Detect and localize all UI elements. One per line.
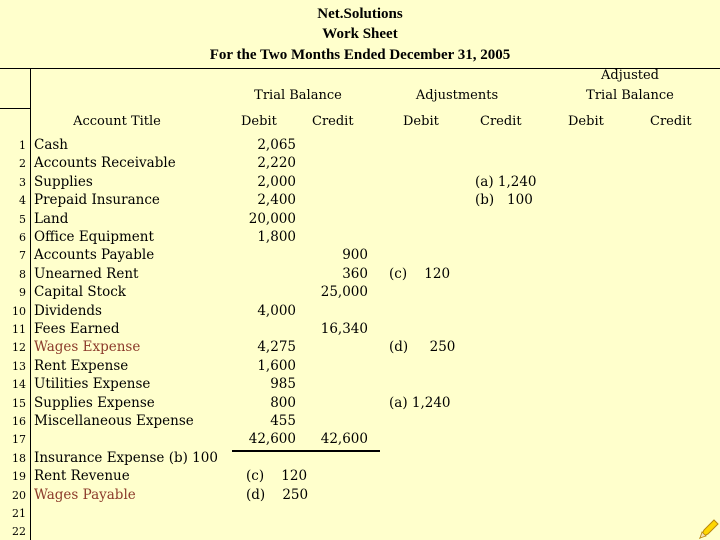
row-number: 9 xyxy=(19,286,26,300)
tb-debit-value: 42,600 xyxy=(248,431,296,448)
account-title: Accounts Receivable xyxy=(34,155,176,172)
account-title: Insurance Expense (b) 100 xyxy=(34,449,218,466)
account-title: Land xyxy=(34,210,69,227)
tb-debit-value: 4,275 xyxy=(257,339,296,356)
row-number: 17 xyxy=(12,433,26,447)
row-number: 7 xyxy=(19,249,26,263)
row-number: 18 xyxy=(12,451,26,465)
adj-credit-header: Credit xyxy=(480,114,522,129)
account-title: Prepaid Insurance xyxy=(34,192,160,209)
account-title: Supplies Expense xyxy=(34,394,155,411)
adjusted-header-line1: Adjusted xyxy=(600,68,660,83)
adj-credit-value: (a) 1,240 xyxy=(475,173,537,190)
row-number: 2 xyxy=(19,157,26,171)
account-title: Unearned Rent xyxy=(34,265,139,282)
account-title: Dividends xyxy=(34,302,102,319)
pencil-icon xyxy=(698,518,720,540)
account-title: Utilities Expense xyxy=(34,376,151,393)
tb-debit-value: 4,000 xyxy=(257,302,296,319)
rownum-header-rule xyxy=(0,108,30,109)
account-title-header: Account Title xyxy=(73,114,161,129)
account-title: Rent Expense xyxy=(34,357,129,374)
company-name: Net.Solutions xyxy=(317,6,403,22)
tb-debit-value: 2,220 xyxy=(257,155,296,172)
row-number: 15 xyxy=(12,396,26,410)
adj-credit-value: (b) 100 xyxy=(475,192,533,209)
row-number: 12 xyxy=(12,341,26,355)
tb-credit-value: 360 xyxy=(342,265,368,282)
account-title: Rent Revenue xyxy=(34,468,130,485)
tb-credit-value: 25,000 xyxy=(320,284,368,301)
account-title: Accounts Payable xyxy=(34,247,155,264)
tb-credit-value: 900 xyxy=(342,247,368,264)
row-number: 14 xyxy=(12,378,26,392)
account-title: Miscellaneous Expense xyxy=(34,413,194,429)
row-number: 22 xyxy=(12,525,26,539)
tb-debit-value: 800 xyxy=(270,394,296,411)
adj-debit-header: Debit xyxy=(403,114,439,129)
account-title: Wages Expense xyxy=(34,339,141,356)
account-title: Cash xyxy=(34,137,69,153)
row-number: 21 xyxy=(12,507,26,520)
row-number: 8 xyxy=(19,267,26,281)
sheet-title: Work Sheet xyxy=(322,26,398,42)
tb-debit-value: 2,065 xyxy=(257,137,296,153)
account-title: Office Equipment xyxy=(34,229,154,245)
period-title: For the Two Months Ended December 31, 2005 xyxy=(209,47,511,63)
tb-debit-value: 985 xyxy=(270,376,296,393)
account-title: Fees Earned xyxy=(34,321,120,337)
row-number: 19 xyxy=(12,470,26,484)
tb-debit-value: 455 xyxy=(270,413,296,429)
account-title: Wages Payable xyxy=(34,486,136,503)
tb-debit-value: 2,400 xyxy=(257,192,296,209)
adjustments-header: Adjustments xyxy=(415,88,499,103)
trial-balance-header: Trial Balance xyxy=(254,88,342,103)
row-number: 3 xyxy=(19,175,26,189)
row-number: 6 xyxy=(19,231,26,244)
adjusted-header-line2: Trial Balance xyxy=(586,88,674,103)
tb-credit-value: 42,600 xyxy=(320,431,368,448)
account-title: Capital Stock xyxy=(34,284,126,301)
row-number: 5 xyxy=(19,212,26,226)
row-number: 11 xyxy=(12,323,26,336)
tb-credit-header: Credit xyxy=(312,114,354,129)
tb-debit-adjustment-ref: (d) 250 xyxy=(246,486,309,503)
rownum-divider xyxy=(30,68,31,540)
tb-debit-value: 2,000 xyxy=(257,173,296,190)
tb-debit-value: 1,800 xyxy=(257,229,296,245)
row-number: 1 xyxy=(19,139,26,152)
adj-debit-value: (d) 250 xyxy=(389,339,456,356)
tb-credit-value: 16,340 xyxy=(320,321,368,337)
total-double-rule xyxy=(232,450,380,452)
row-number: 20 xyxy=(12,488,26,502)
tb-debit-header: Debit xyxy=(241,114,277,129)
adj-debit-value: (c) 120 xyxy=(389,265,451,282)
row-number: 10 xyxy=(12,304,26,318)
tb-debit-adjustment-ref: (c) 120 xyxy=(246,468,308,485)
atb-credit-header: Credit xyxy=(650,114,692,129)
tb-debit-value: 1,600 xyxy=(257,357,296,374)
row-number: 16 xyxy=(12,415,26,428)
tb-debit-value: 20,000 xyxy=(248,210,296,227)
row-number: 4 xyxy=(19,194,26,208)
row-number: 13 xyxy=(12,359,26,373)
account-title: Supplies xyxy=(34,173,93,190)
adj-debit-value: (a) 1,240 xyxy=(389,394,451,411)
atb-debit-header: Debit xyxy=(568,114,604,129)
